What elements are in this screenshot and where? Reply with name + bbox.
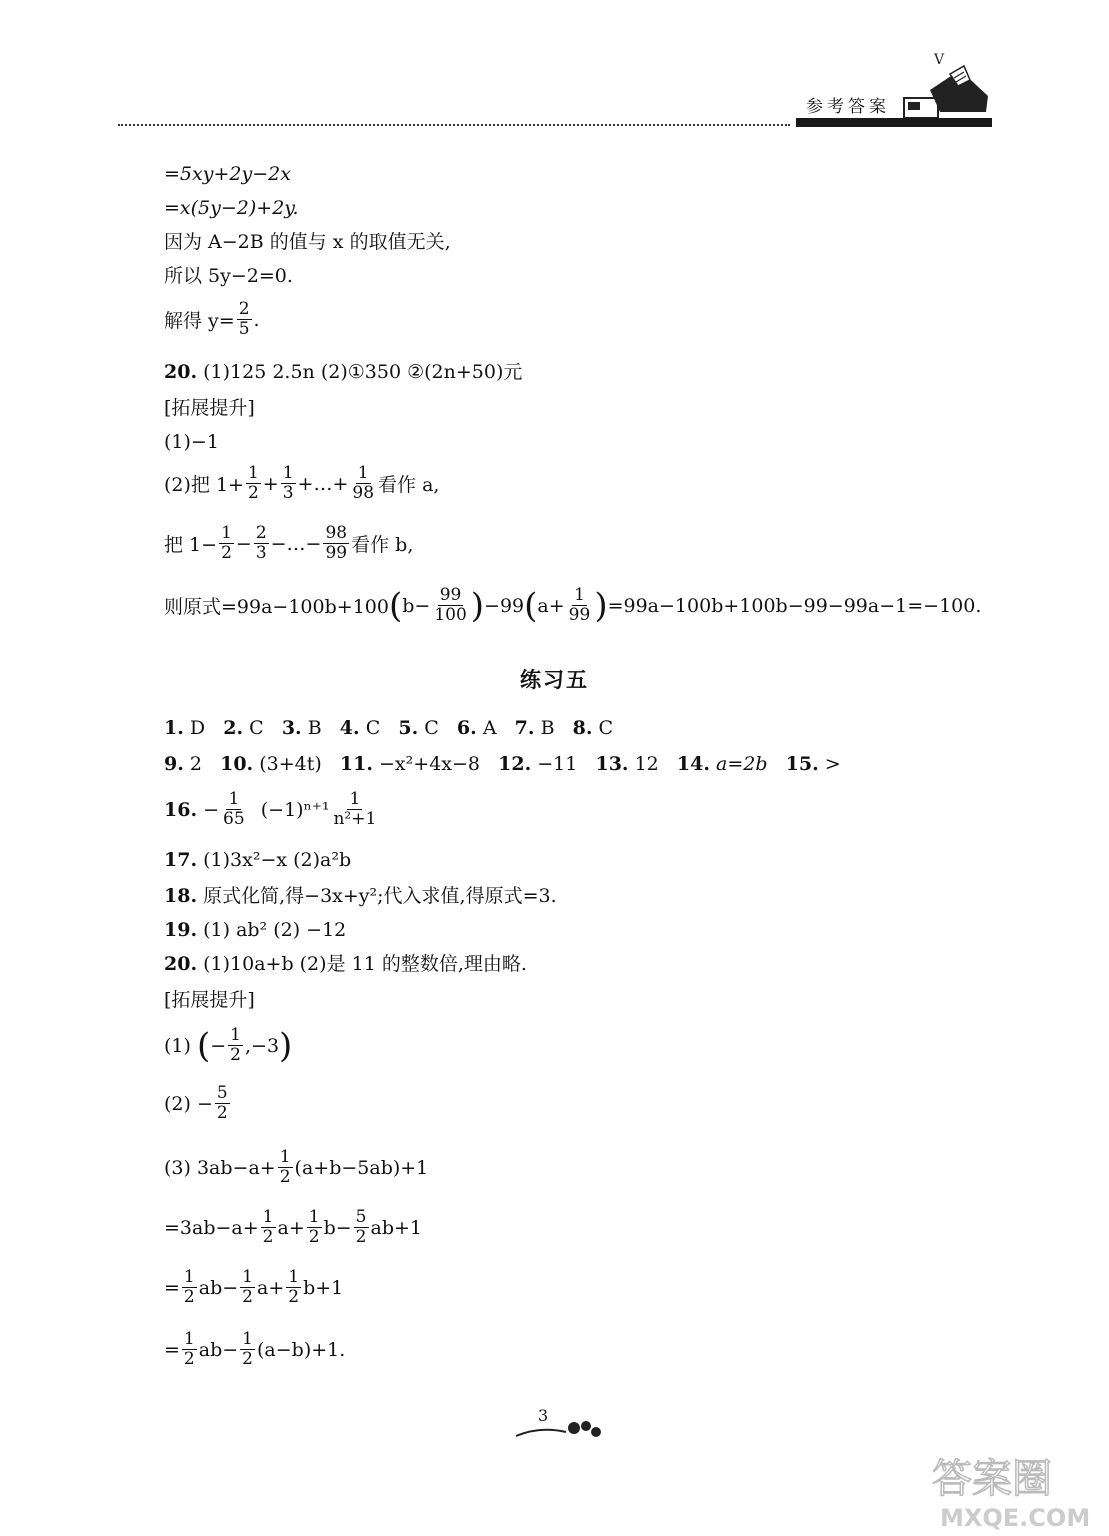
step-line-4: 所以 5y−2=0.	[164, 265, 293, 287]
extension2-part-3: (3) 3ab−a+ $\frac{1}{2}$ (a+b−5ab)+1	[164, 1147, 429, 1187]
header-label: 参考答案	[806, 97, 890, 117]
extension-label-2: [拓展提升]	[164, 989, 255, 1011]
answer-16: 16. − $\frac{1}{65}$ (−1)ⁿ⁺¹ $\frac{1}{\text{n²+1}}$	[164, 789, 377, 829]
answers-row-2: 9. 2 10. (3+4t) 11. −x²+4x−8 12. −11 13. 12 14. a=2b 15. >	[164, 753, 841, 775]
header-dotted-rule	[118, 124, 790, 126]
page-swirl-icon	[510, 1412, 610, 1442]
extension-2: (2)把 1+ $\frac{1}{2}$ + $\frac{1}{3}$ +…+ $\frac{1}{98}$ 看作 a,	[164, 463, 440, 503]
extension-1: (1)−1	[164, 431, 219, 453]
page-number: 3	[538, 1406, 549, 1425]
step-line-2: =x(5y−2)+2y.	[164, 197, 299, 219]
step-line-1: =5xy+2y−2x	[164, 163, 291, 185]
header-mark: V	[934, 52, 945, 68]
header-band	[796, 118, 992, 127]
answer-18: 18. 原式化简,得−3x+y²;代入求值,得原式=3.	[164, 885, 557, 907]
extension-label: [拓展提升]	[164, 397, 255, 419]
extension2-step-3: = $\frac{1}{2}$ ab− $\frac{1}{2}$ (a−b)+1.	[164, 1329, 346, 1369]
extension-4: 则原式=99a−100b+100 ( b− $\frac{99}{100}$ ) −99 ( a+ $\frac{1}{99}$ ) =99a−100b+100b−99−99a−1=−100.	[164, 585, 982, 626]
answer-20: 20. (1)125 2.5n (2)①350 ②(2n+50)元	[164, 361, 523, 383]
answer-20: 20. (1)10a+b (2)是 11 的整数倍,理由略.	[164, 953, 527, 975]
answers-row-1: 1. D 2. C 3. B 4. C 5. C 6. A 7. B 8. C	[164, 717, 614, 739]
extension2-step-2: = $\frac{1}{2}$ ab− $\frac{1}{2}$ a+ $\frac{1}{2}$ b+1	[164, 1267, 344, 1307]
step-line-3: 因为 A−2B 的值与 x 的取值无关,	[164, 231, 451, 253]
answer-17: 17. (1)3x²−x (2)a²b	[164, 849, 352, 871]
svg-text:MXQE.COM: MXQE.COM	[940, 1504, 1091, 1532]
extension2-step-1: =3ab−a+ $\frac{1}{2}$ a+ $\frac{1}{2}$ b− $\frac{5}{2}$ ab+1	[164, 1207, 422, 1247]
answer-19: 19. (1) ab² (2) −12	[164, 919, 347, 941]
extension2-part-1: (1) ( − $\frac{1}{2}$ ,−3 )	[164, 1025, 293, 1066]
header-book-illustration-icon	[900, 50, 992, 120]
watermark-logo	[926, 1446, 1102, 1534]
step-line-5: 解得 y= $\frac{2}{5}$ .	[164, 299, 260, 339]
svg-text:答案圈: 答案圈	[932, 1456, 1052, 1502]
fraction: $\frac{2}{5}$	[238, 299, 250, 339]
extension2-part-2: (2) − $\frac{5}{2}$	[164, 1083, 228, 1123]
section-title: 练习五	[520, 667, 589, 692]
extension-3: 把 1− $\frac{1}{2}$ − $\frac{2}{3}$ −…− $\frac{98}{99}$ 看作 b,	[164, 523, 414, 563]
